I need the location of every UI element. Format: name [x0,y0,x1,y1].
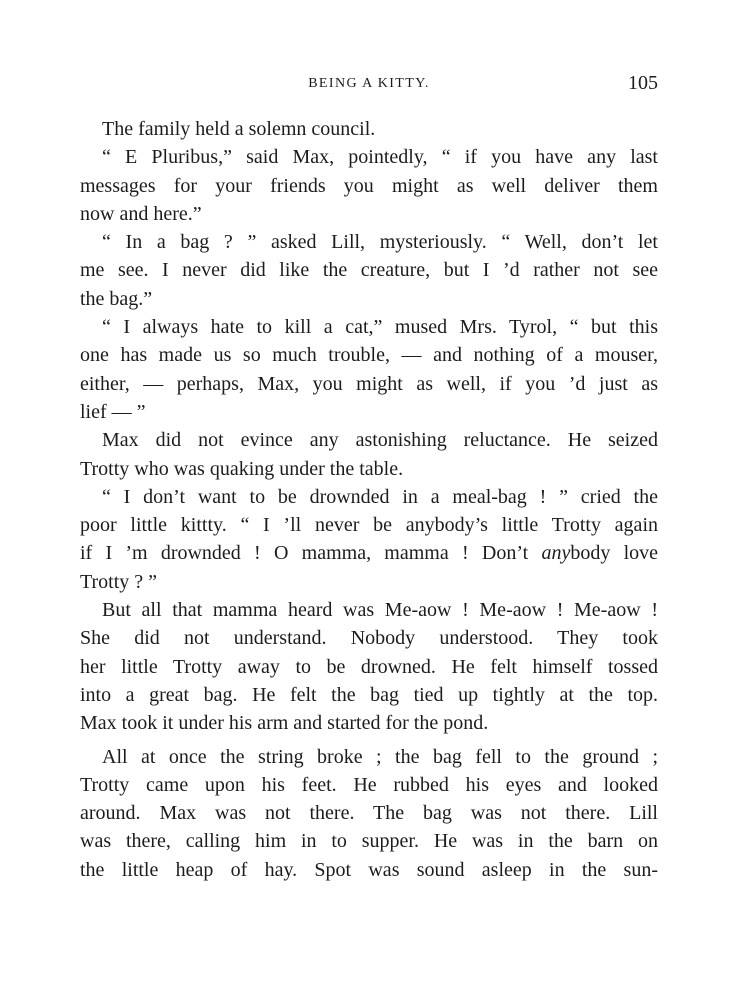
line-text: “ I don’t want to be drownded in a meal-bag ! ” cried the [102,485,658,508]
text-line [80,653,658,681]
line-text: Trotty ? ” [80,570,158,593]
line-text: the little heap of hay. Spot was sound asleep in the sun- [80,858,658,881]
text-line [80,370,658,398]
line-text: Max took it under his arm and started for the pond. [80,712,489,735]
text-line [80,256,658,284]
text-line [80,596,658,624]
text-line [80,228,658,256]
line-text: She did not understand. Nobody understood. They took [80,627,658,650]
text-line [80,455,658,483]
line-text: poor little kittty. “ I ’ll never be anybody’s little Trotty again [80,514,658,537]
page-number: 105 [628,72,658,94]
line-text: “ In a bag ? ” asked Lill, mysteriously. “ Well, don’t let [102,231,658,254]
line-text: was there, calling him in to supper. He was in the barn on [80,830,658,853]
text-line [80,115,658,143]
text-line [80,539,658,567]
line-text: But all that mamma heard was Me-aow ! Me-aow ! Me-aow ! [102,599,658,622]
line-text: me see. I never did like the creature, but I ’d rather not see [80,259,658,282]
text-line [80,743,658,771]
line-text: if I ’m drownded ! O mamma, mamma ! Don’t [80,542,529,565]
line-text: into a great bag. He felt the bag tied up tightly at the top. [80,683,658,706]
text-line [80,624,658,652]
running-title: BEING A KITTY. [308,76,430,91]
text-line [80,398,658,426]
line-text: Trotty came upon his feet. He rubbed his eyes and looked [80,773,658,796]
text-line [80,483,658,511]
line-text: lief — ” [80,400,146,423]
text-line [80,771,658,799]
line-text: now and here.” [80,202,202,225]
line-text: messages for your friends you might as well deliver them [80,174,658,197]
text-line [80,200,658,228]
text-line [80,426,658,454]
line-text: The family held a solemn council. [102,118,376,140]
line-text: one has made us so much trouble, — and nothing of a mouser, [80,344,658,367]
line-text: around. Max was not there. The bag was not there. Lill [80,802,658,825]
text-line [80,856,658,884]
text-line [80,285,658,313]
text-line [80,341,658,369]
body-text [80,115,658,884]
text-line [80,799,658,827]
line-text: “ I always hate to kill a cat,” mused Mrs. Tyrol, “ but this [102,316,658,339]
line-text: her little Trotty away to be drowned. He felt himself tossed [80,655,658,678]
line-text: the bag.” [80,287,153,310]
text-line [80,172,658,200]
line-text: “ E Pluribus,” said Max, pointedly, “ if you have any last [102,146,658,169]
line-text: Max did not evince any astonishing reluctance. He seized [102,429,658,452]
line-text: All at once the string broke ; the bag fell to the ground ; [102,745,658,768]
line-text: either, — perhaps, Max, you might as well, if you ’d just as [80,372,658,395]
emphasized-word: any [541,542,571,565]
text-line [80,143,658,171]
line-text: Trotty who was quaking under the table. [80,457,404,480]
line-text-continued: body love [570,542,659,565]
text-line [80,511,658,539]
text-line [80,827,658,855]
running-head [80,72,658,96]
text-line [80,681,658,709]
text-line [80,568,658,596]
text-line [80,709,658,737]
text-line [80,313,658,341]
